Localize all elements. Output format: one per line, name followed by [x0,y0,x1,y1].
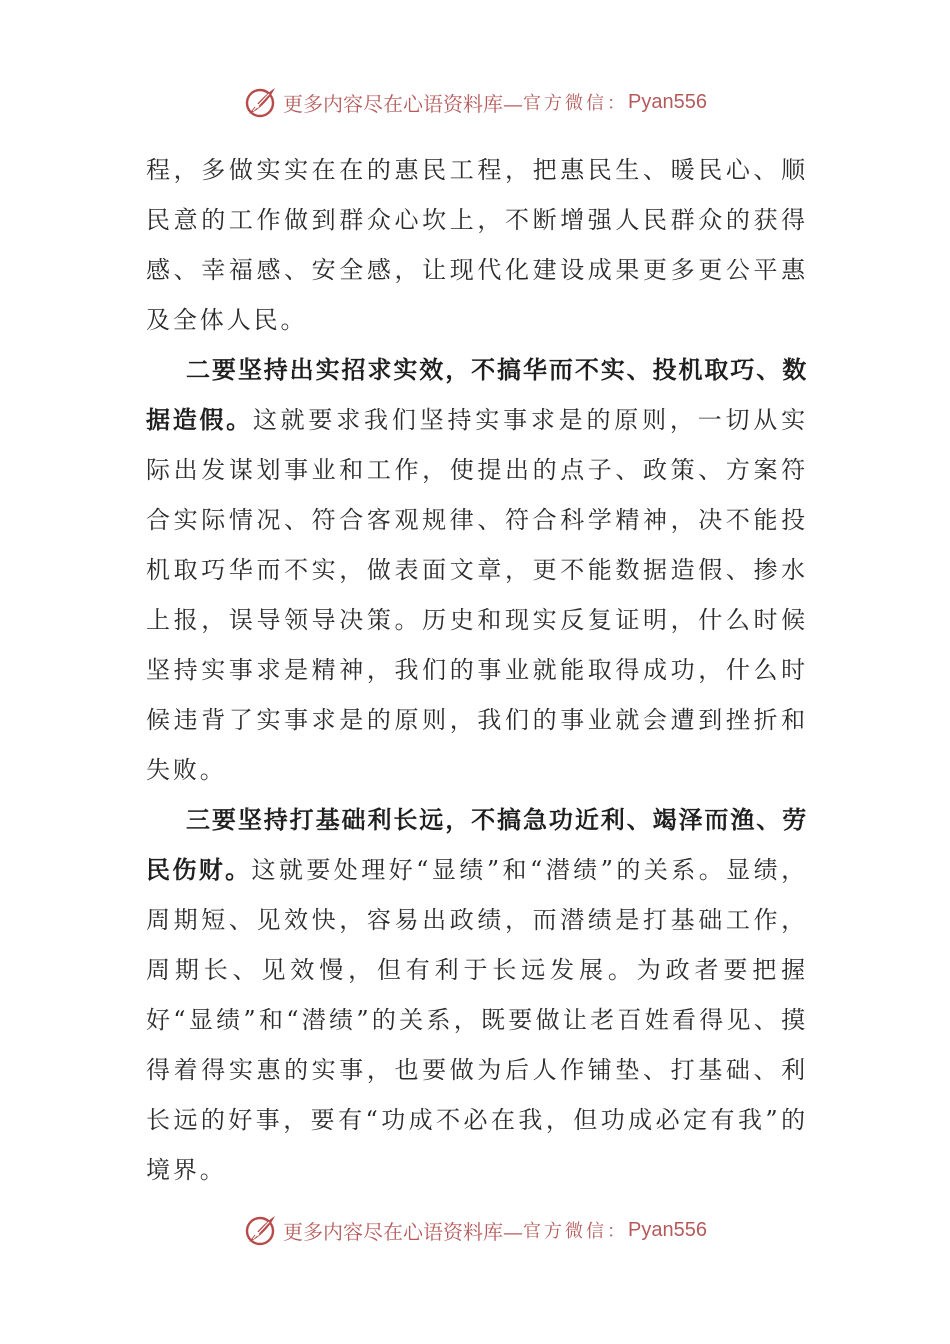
paragraph-1: 程，多做实实在在的惠民工程，把惠民生、暖民心、顺民意的工作做到群众心坎上，不断增强人民群众的获得感、幸福感、安全感，让现代化建设成果更多更公平惠及全体人民。 [146,156,808,334]
paragraph-2-text: 这就要求我们坚持实事求是的原则，一切从实际出发谋划事业和工作，使提出的点子、政策、方案符合实际情况、符合客观规律、符合科学精神，决不能投机取巧华而不实，做表面文章，更不能数据造假、掺水上报，误导领导决策。历史和现实反复证明，什么时候坚持实事求是精神，我们的事业就能取得成功，什么时候违背了实事求是的原则，我们的事业就会遭到挫折和失败。 [146,406,809,784]
site-name: 更多内容尽在心语资料库— [283,1219,524,1244]
wechat-label: 官方微信： [523,93,629,114]
paragraph-2-heading: 二要坚持出实招求实效，不搞华而不实、投机取巧、数据造假。 [146,356,808,434]
paragraph-3-heading: 三要坚持打基础利长远，不搞急功近利、竭泽而渔、劳民伤财。 [146,806,808,884]
quill-logo-icon [243,1212,279,1248]
wechat-id: Pyan556 [628,1218,707,1241]
site-name: 更多内容尽在心语资料库— [283,91,524,116]
quill-logo-icon [243,84,279,120]
header-watermark [0,82,950,122]
paragraph-2 [146,345,808,795]
wechat-label: 官方微信： [523,1221,629,1242]
footer-watermark [0,1210,950,1250]
paragraph-3 [146,795,808,1195]
document-body [146,145,808,1195]
wechat-id: Pyan556 [628,90,707,113]
paragraph-3-text: 这就要处理好“显绩”和“潜绩”的关系。显绩，周期短、见效快，容易出政绩，而潜绩是打基础工作，周期长、见效慢，但有利于长远发展。为政者要把握好“显绩”和“潜绩”的关系，既要做让老百姓看得见、摸得着得实惠的实事，也要做为后人作铺垫、打基础、利长远的好事，要有“功成不必在我，但功成必定有我”的境界。 [146,856,808,1184]
